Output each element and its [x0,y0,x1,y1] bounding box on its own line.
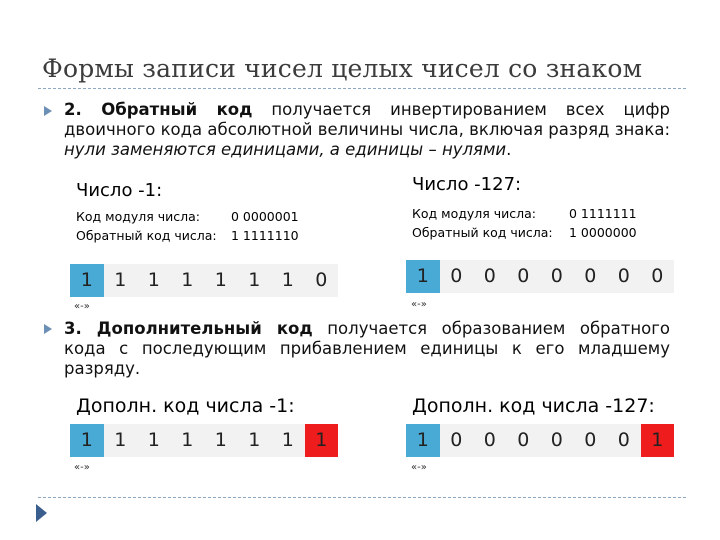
sign-bit-cell: 1 [70,424,104,457]
paragraph-inverse-code [64,100,670,160]
right-inv-line [412,224,637,242]
bit-cell: 0 [483,265,496,287]
bit-cell: 0 [550,429,563,451]
left2-bit-row [70,424,338,457]
right2-heading: Дополн. код числа -127: [412,395,655,417]
bit-cell: 0 [450,265,463,287]
paragraph-complement-code-text: получается образованием обратного кода с последующим прибавлением единицы к его младшему разряду. [64,319,670,378]
title-divider [38,88,686,89]
left-inv-label: Обратный код числа: [76,228,217,243]
right2-sign-label: «-» [411,462,427,473]
next-slide-icon[interactable] [36,504,47,522]
bit-cell: 1 [114,269,127,291]
bit-cell: 0 [550,265,563,287]
left-mod-label: Код модуля числа: [76,209,200,224]
bit-cell: 0 [517,265,530,287]
paragraph-complement-code [64,319,670,379]
paragraph-inverse-code-end: . [506,140,512,159]
right-mod-label: Код модуля числа: [412,206,536,221]
right-heading: Число -127: [412,174,522,195]
sign-bit-cell: 1 [70,264,104,297]
left-inv-line [76,227,299,245]
left-mod-value: 0 0000001 [231,209,299,224]
bit-cell: 1 [181,269,194,291]
paragraph-inverse-code-bold: 2. Обратный код [64,100,253,119]
left-mod-line [76,208,299,226]
left2-sign-label: «-» [74,462,90,473]
bit-cell: 1 [147,429,160,451]
triangle-bullet-icon [44,106,52,116]
bit-cell: 1 [248,269,261,291]
bit-cell: 0 [617,429,630,451]
footer-divider [38,497,686,498]
paragraph-inverse-code-italic: нули заменяются единицами, а единицы – нулями [64,140,507,159]
sign-bit-cell: 1 [406,260,440,293]
bit-cell: 0 [315,269,328,291]
right2-bit-row [406,424,674,457]
left-sign-label: «-» [74,301,90,312]
bit-cell: 1 [214,269,227,291]
bit-cell: 1 [147,269,160,291]
right-inv-value: 1 0000000 [569,225,637,240]
bit-cell: 0 [651,265,664,287]
slide-title: Формы записи чисел целых чисел со знаком [42,54,643,83]
bit-cell: 1 [281,429,294,451]
bit-cell: 1 [281,269,294,291]
bit-cell: 0 [517,429,530,451]
sign-bit-cell: 1 [406,424,440,457]
right-bit-row [406,260,674,293]
triangle-bullet-icon [44,324,52,334]
bit-cell: 1 [114,429,127,451]
left-heading: Число -1: [76,180,163,201]
bit-cell: 0 [617,265,630,287]
left-bit-row [70,264,338,297]
added-bit-cell: 1 [305,424,339,457]
bit-cell: 1 [214,429,227,451]
paragraph-complement-code-bold: 3. Дополнительный код [64,319,313,338]
bit-cell: 1 [181,429,194,451]
bit-cell: 0 [483,429,496,451]
right-mod-line [412,205,637,223]
right-sign-label: «-» [411,299,427,310]
paragraph-inverse-code-text: получается инвертированием всех цифр двоичного кода абсолютной величины числа, включая разряд знака: [64,100,671,139]
added-bit-cell: 1 [641,424,675,457]
left-inv-value: 1 1111110 [231,228,299,243]
left2-heading: Дополн. код числа -1: [76,395,295,417]
bit-cell: 0 [584,265,597,287]
right-mod-value: 0 1111111 [569,206,637,221]
right-inv-label: Обратный код числа: [412,225,553,240]
bit-cell: 0 [584,429,597,451]
bit-cell: 1 [248,429,261,451]
bit-cell: 0 [450,429,463,451]
